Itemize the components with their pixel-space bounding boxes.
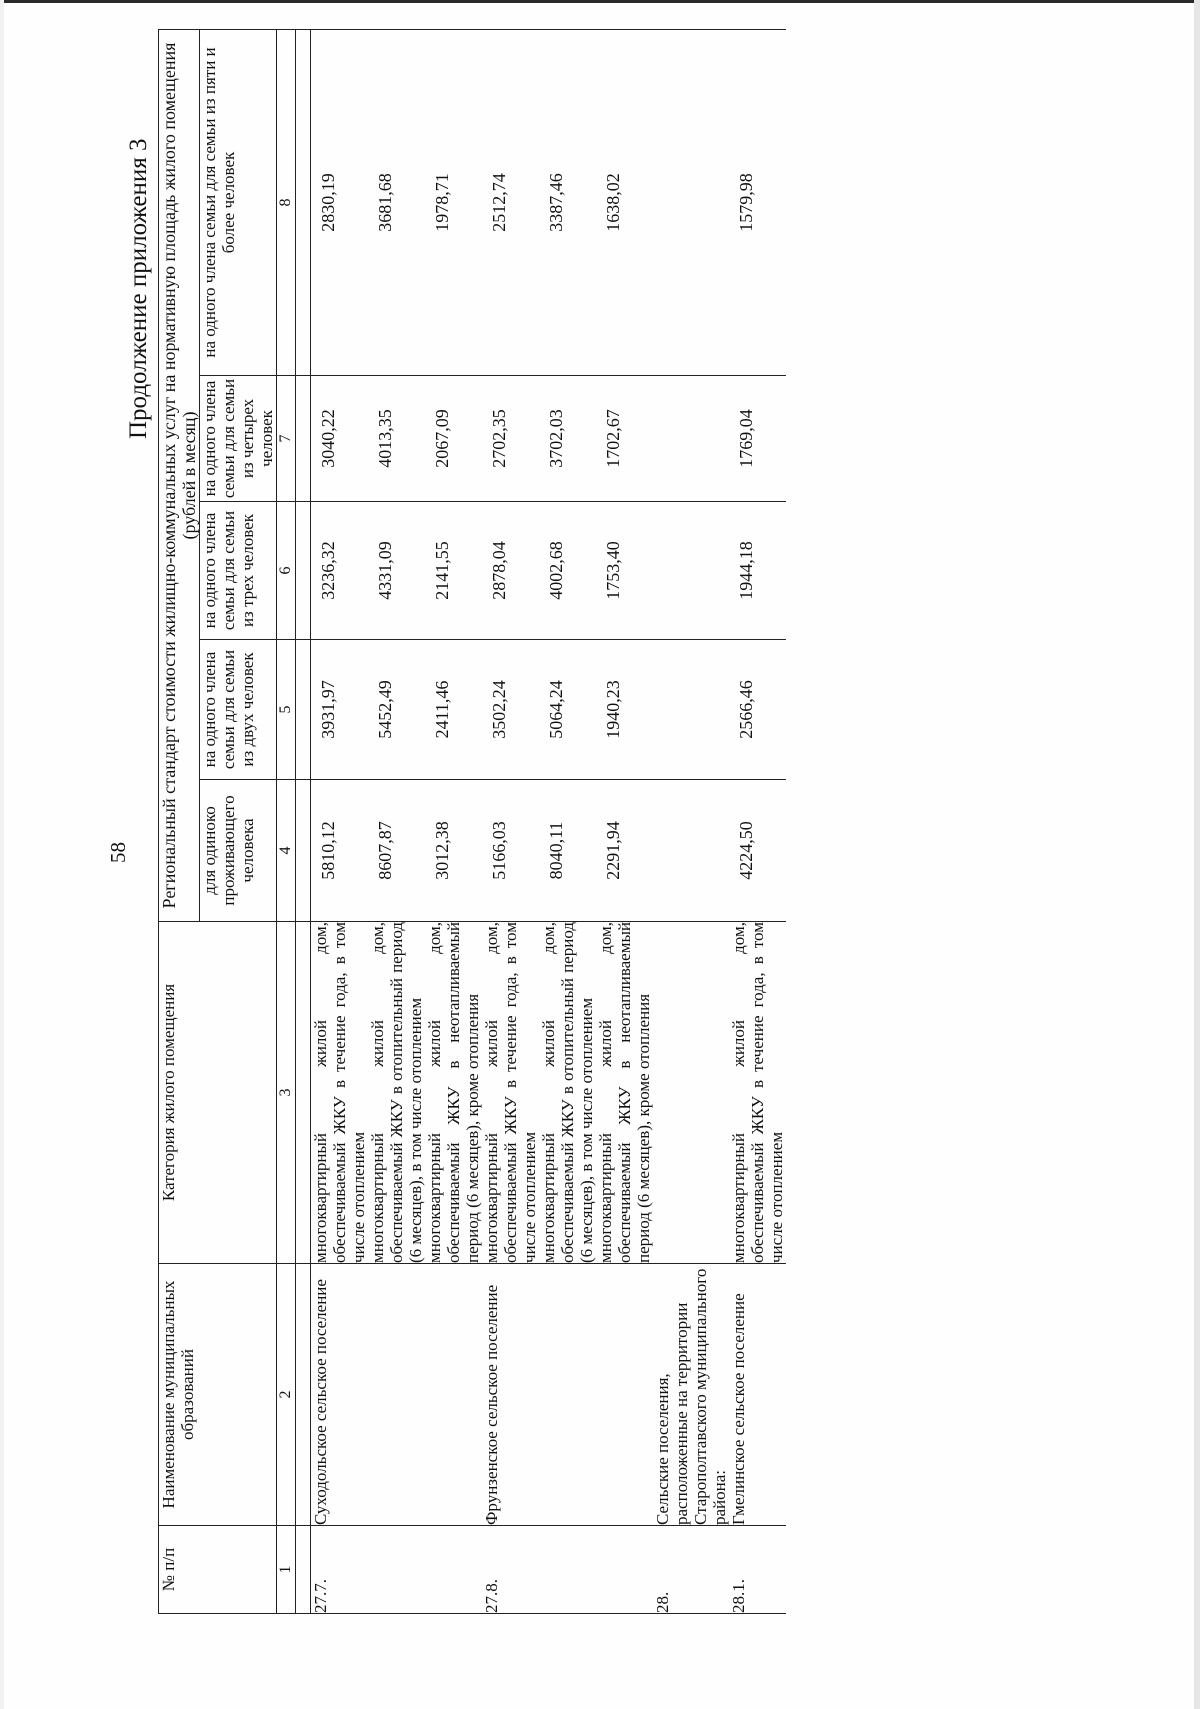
header-sub-col: на одного члена семьи для семьи из четырех человек [200, 376, 277, 502]
header-sub-col: на одного члена семьи для семьи из двух человек [200, 640, 277, 780]
row-value: 2067,09 [425, 376, 482, 502]
row-value: 4224,50 [729, 780, 786, 922]
row-category [653, 922, 729, 1264]
header-sub-col: на одного члена семьи для семьи из трех человек [200, 502, 277, 640]
row-name: Сельские поселения, расположенные на территории Старополтавского муниципального района: [653, 1264, 729, 1526]
column-number: 4 [277, 780, 296, 922]
header-name: Наименование муниципальных образований [159, 1264, 277, 1526]
row-value: 3931,97 [311, 640, 369, 780]
header-category: Категория жилого помещения [159, 922, 277, 1264]
row-category: многоквартирный жилой дом, обеспечиваемый ЖКУ в отопительный период (6 месяцев), в том числе отоплением [368, 922, 425, 1263]
column-number: 1 [277, 1526, 296, 1614]
row-value: 3702,03 [539, 376, 596, 502]
page-number: 58 [106, 842, 130, 863]
table-row [653, 30, 729, 1614]
row-name: Гмелинское сельское поселение [729, 1264, 786, 1526]
row-index [596, 1526, 653, 1614]
column-number: 6 [277, 502, 296, 640]
header-group-title: Региональный стандарт стоимости жилищно-коммунальных услуг на нормативную площадь жилого помещения [159, 42, 179, 909]
row-value: 8040,11 [539, 780, 596, 922]
row-value: 3387,46 [539, 30, 596, 376]
row-value [653, 640, 729, 780]
row-value: 2878,04 [482, 502, 539, 640]
row-value: 2411,46 [425, 640, 482, 780]
row-category: многоквартирный жилой дом, обеспечиваемый ЖКУ в отопительный период (6 месяцев), в том числе отоплением [539, 922, 596, 1263]
table-row [729, 30, 786, 1614]
row-value: 2566,46 [729, 640, 786, 780]
row-value: 2830,19 [311, 30, 369, 376]
row-category: многоквартирный жилой дом, обеспечиваемый ЖКУ в течение года, в том числе отоплением [729, 922, 786, 1263]
row-category: многоквартирный жилой дом, обеспечиваемый ЖКУ в неотапливаемый период (6 месяцев), кроме отопления [425, 922, 482, 1263]
row-name [425, 1264, 482, 1526]
row-name [596, 1264, 653, 1526]
row-name [368, 1264, 425, 1526]
row-value: 3681,68 [368, 30, 425, 376]
row-value: 4331,09 [368, 502, 425, 640]
row-category: многоквартирный жилой дом, обеспечиваемый ЖКУ в течение года, в том числе отоплением [311, 922, 368, 1263]
row-value [653, 376, 729, 502]
row-value [653, 502, 729, 640]
header-sub-col: для одиноко проживающего человека [200, 780, 277, 922]
row-index: 27.7. [311, 1526, 369, 1614]
table-row [596, 30, 653, 1614]
row-value [653, 780, 729, 922]
header-sub-col: на одного члена семьи для семьи из пяти и более человек [200, 30, 277, 376]
table-row [539, 30, 596, 1614]
row-value: 8607,87 [368, 780, 425, 922]
column-number: 5 [277, 640, 296, 780]
table-row [311, 30, 369, 1614]
row-category: многоквартирный жилой дом, обеспечиваемый ЖКУ в течение года, в том числе отоплением [482, 922, 539, 1263]
row-value: 5064,24 [539, 640, 596, 780]
row-value: 1940,23 [596, 640, 653, 780]
header-group-unit: (рублей в месяц) [179, 411, 199, 540]
column-number-row [277, 30, 296, 1614]
column-number: 2 [277, 1264, 296, 1526]
table-row [482, 30, 539, 1614]
row-value: 4002,68 [539, 502, 596, 640]
column-number: 8 [277, 30, 296, 376]
row-name: Суходольское сельское поселение [311, 1264, 369, 1526]
row-name [539, 1264, 596, 1526]
row-value: 2291,94 [596, 780, 653, 922]
column-number: 3 [277, 922, 296, 1264]
row-value: 5452,49 [368, 640, 425, 780]
header-index: № п/п [159, 1526, 277, 1614]
row-index [425, 1526, 482, 1614]
row-value: 2141,55 [425, 502, 482, 640]
tariff-table [158, 29, 786, 1614]
continuation-title: Продолжение приложения 3 [125, 138, 152, 439]
column-number: 7 [277, 376, 296, 502]
row-value: 3040,22 [311, 376, 369, 502]
row-value: 1753,40 [596, 502, 653, 640]
row-index [368, 1526, 425, 1614]
row-value: 5810,12 [311, 780, 369, 922]
table-row [368, 30, 425, 1614]
row-value: 4013,35 [368, 376, 425, 502]
row-index [539, 1526, 596, 1614]
row-category: многоквартирный жилой дом, обеспечиваемый ЖКУ в неотапливаемый период (6 месяцев), кроме отопления [596, 922, 653, 1263]
row-value: 1769,04 [729, 376, 786, 502]
row-value: 1944,18 [729, 502, 786, 640]
row-value: 3012,38 [425, 780, 482, 922]
row-value: 3236,32 [311, 502, 369, 640]
row-index: 28. [653, 1526, 729, 1614]
row-value: 5166,03 [482, 780, 539, 922]
row-value: 1638,02 [596, 30, 653, 376]
row-value [653, 30, 729, 376]
header-group [159, 30, 200, 922]
row-value: 1579,98 [729, 30, 786, 376]
row-value: 1702,67 [596, 376, 653, 502]
spacer-row [296, 30, 311, 1614]
row-index: 28.1. [729, 1526, 786, 1614]
row-value: 1978,71 [425, 30, 482, 376]
row-index: 27.8. [482, 1526, 539, 1614]
row-name: Фрунзенское сельское поселение [482, 1264, 539, 1526]
table-row [425, 30, 482, 1614]
row-value: 2512,74 [482, 30, 539, 376]
row-value: 3502,24 [482, 640, 539, 780]
row-value: 2702,35 [482, 376, 539, 502]
